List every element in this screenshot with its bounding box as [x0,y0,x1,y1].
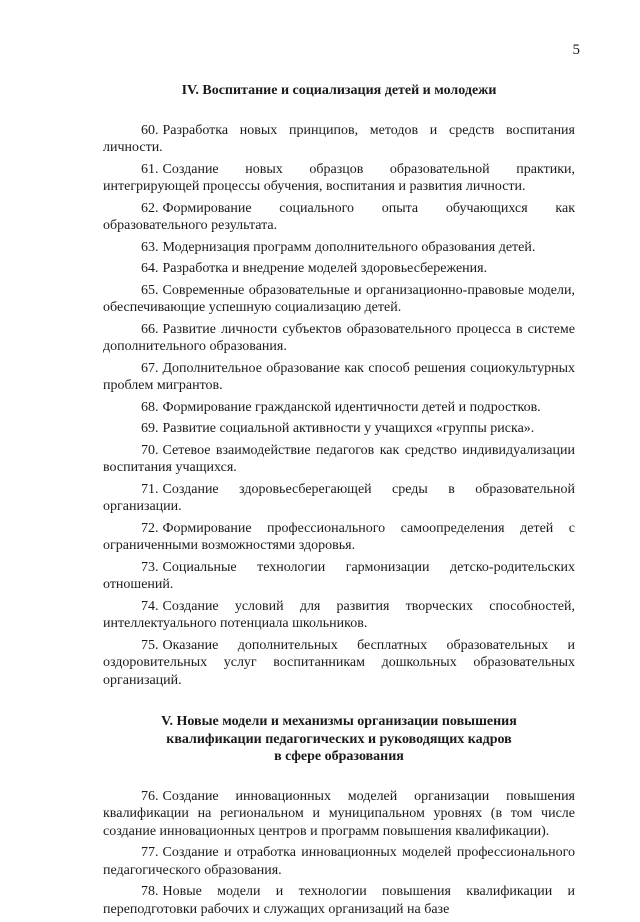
list-item [103,598,575,633]
item-text: Разработка и внедрение моделей здоровьесбережения. [162,261,488,276]
section-v [103,713,575,918]
item-text: Разработка новых принципов, методов и средств воспитания личности. [103,122,575,155]
item-number: 74. [141,598,159,614]
item-text: Формирование гражданской идентичности детей и подростков. [162,399,541,415]
item-number: 72. [141,520,159,536]
list-item [103,321,575,356]
item-text: Новые модели и технологии повышения квалификации и переподготовки рабочих и служащих организаций на базе [103,884,575,917]
list-item [103,420,575,438]
item-text: Современные образовательные и организационно-правовые модели, обеспечивающие успешную социализацию детей. [103,282,575,315]
item-text: Создание здоровьесберегающей среды в образовательной организации. [103,481,575,514]
item-list [103,788,575,919]
list-item [103,481,575,516]
item-number: 69. [141,421,159,436]
item-number: 63. [141,239,159,255]
section-title-line: V. Новые модели и механизмы организации повышения [161,714,517,729]
section-title-line: в сфере образования [274,749,404,764]
item-number: 67. [141,360,159,376]
item-number: 78. [141,884,159,899]
list-item [103,360,575,395]
list-item [103,200,575,235]
item-text: Социальные технологии гармонизации детско-родительских отношений. [103,559,575,592]
item-text: Развитие социальной активности у учащихся «группы риска». [162,421,535,436]
item-text: Формирование социального опыта обучающихся как образовательного результата. [103,200,575,233]
item-number: 70. [141,442,159,458]
list-item [103,260,575,278]
item-text: Создание новых образцов образовательной практики, интегрирующей процессы обучения, воспитания и развития личности. [103,161,575,194]
item-number: 62. [141,200,159,216]
list-item [103,399,575,417]
page-number: 5 [572,42,580,58]
item-text: Создание условий для развития творческих способностей, интеллектуального потенциала школьников. [103,598,575,631]
list-item [103,161,575,196]
section-title [103,82,575,100]
item-number: 61. [141,161,159,177]
item-text: Оказание дополнительных бесплатных образовательных и оздоровительных услуг воспитанникам дошкольных образовательных организаций. [103,637,575,688]
list-item [103,883,575,918]
section-title-line: IV. Воспитание и социализация детей и молодежи [181,83,497,98]
list-item [103,282,575,317]
item-text: Модернизация программ дополнительного образования детей. [162,239,536,255]
item-number: 75. [141,637,159,653]
list-item [103,442,575,477]
item-number: 64. [141,261,159,276]
list-item [103,520,575,555]
list-item [103,122,575,157]
item-number: 73. [141,559,159,575]
item-text: Создание и отработка инновационных моделей профессионального педагогического образования. [103,845,575,878]
item-text: Формирование профессионального самоопределения детей с ограниченными возможностями здоровья. [103,520,575,553]
section-title-line: квалификации педагогических и руководящих кадров [166,731,512,747]
item-number: 68. [141,399,159,415]
list-item [103,844,575,879]
item-number: 76. [141,788,159,804]
document-body [103,82,575,922]
item-text: Развитие личности субъектов образовательного процесса в системе дополнительного образования. [103,321,575,354]
item-number: 66. [141,321,159,337]
item-number: 60. [141,122,159,138]
list-item [103,637,575,690]
item-list [103,122,575,690]
item-number: 65. [141,282,159,298]
section-title [103,713,575,766]
list-item [103,788,575,841]
item-number: 71. [141,481,159,497]
item-text: Сетевое взаимодействие педагогов как средство индивидуализации воспитания учащихся. [103,442,575,475]
item-text: Дополнительное образование как способ решения социокультурных проблем мигрантов. [103,360,575,393]
section-iv [103,82,575,689]
item-text: Создание инновационных моделей организации повышения квалификации на региональном и муниципальном уровнях (в том числе создание инновационных центров и программ повышения квалификации). [103,788,575,839]
item-number: 77. [141,845,159,860]
list-item [103,559,575,594]
list-item [103,239,575,257]
